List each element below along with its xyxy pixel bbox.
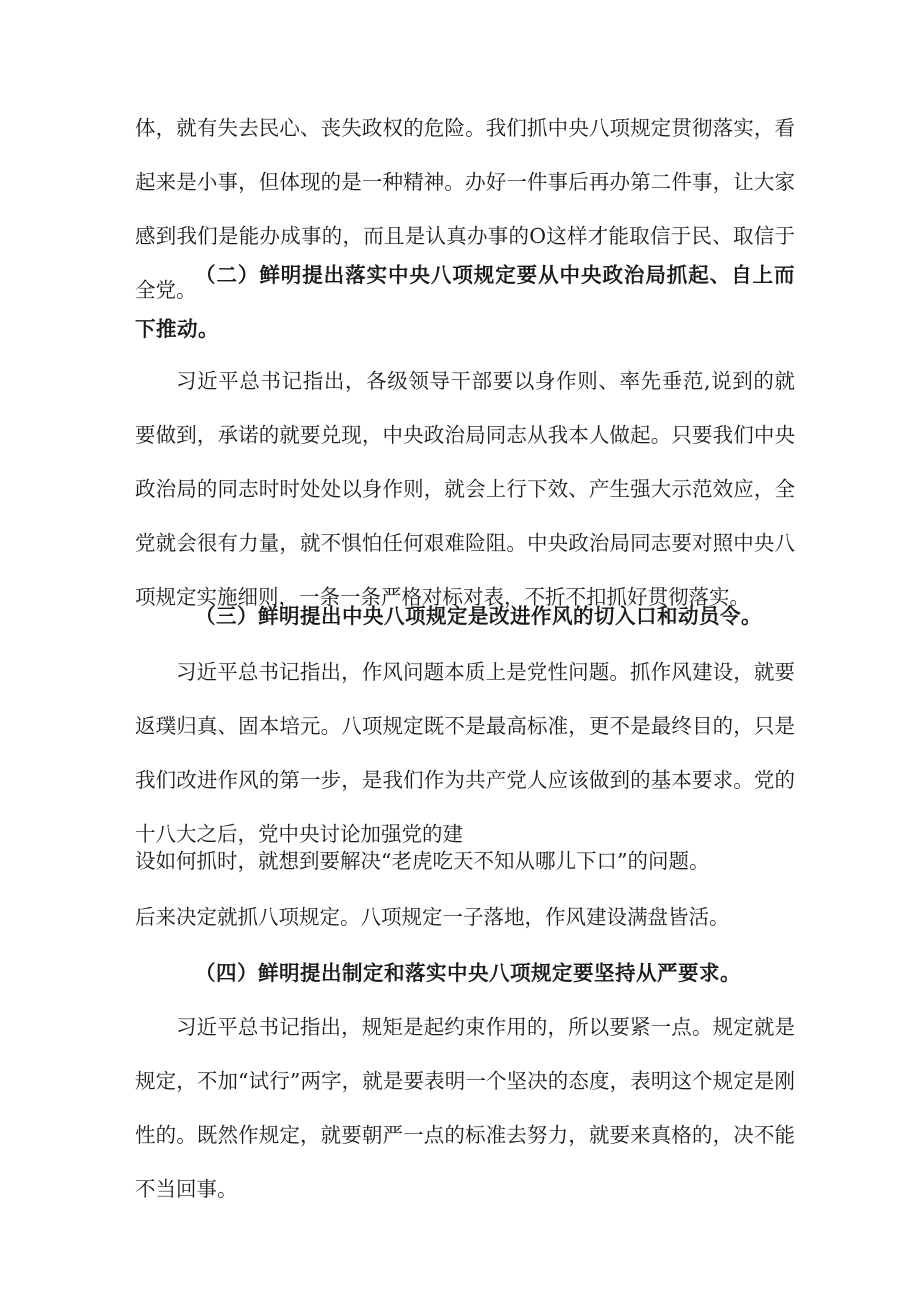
paragraph-1: 体，就有失去民心、丧失政权的危险。我们抓中央八项规定贯彻落实，看起来是小事，但体现的是一种精神。办好一件事后再办第二件事，让大家感到我们是能办成事的，而且是认真办事的O这样才能取信于民、取信于全党。	[135, 116, 795, 302]
paragraph-3-continued-2: 后来决定就抓八项规定。八项规定一子落地，作风建设满盘皆活。	[135, 905, 730, 929]
paragraph-4: 习近平总书记指出，规矩是起约束作用的，所以要紧一点。规定就是规定，不加“试行”两字，就是要表明一个坚决的态度，表明这个规定是刚性的。既然作规定，就要朝严一点的标准去努力，就要来真格的，决不能不当回事。	[135, 1015, 795, 1201]
heading-section-4: （四）鲜明提出制定和落实中央八项规定要坚持从严要求。	[195, 961, 741, 985]
paragraph-3-continued: 设如何抓时，就想到要解决“老虎吃天不知从哪儿下口”的问题。	[135, 849, 710, 873]
paragraph-3: 习近平总书记指出，作风问题本质上是党性问题。抓作风建设，就要返璞归真、固本培元。八项规定既不是最高标准，更不是最终目的，只是我们改进作风的第一步，是我们作为共产党人应该做到的基本要求。党的十八大之后，党中央讨论加强党的建	[135, 660, 795, 846]
heading-section-3: （三）鲜明提出中央八项规定是改进作风的切入口和动员令。	[195, 604, 762, 628]
heading-section-2: （二）鲜明提出落实中央八项规定要从中央政治局抓起、自上而下推动。	[135, 263, 795, 341]
paragraph-2: 习近平总书记指出，各级领导干部要以身作则、率先垂范,说到的就要做到，承诺的就要兑现，中央政治局同志从我本人做起。只要我们中央政治局的同志时时处处以身作则，就会上行下效、产生强大示范效应，全党就会很有力量，就不惧怕任何艰难险阻。中央政治局同志要对照中央八项规定实施细则，一条一条严格对标对表，不折不扣抓好贯彻落实。	[135, 369, 795, 609]
